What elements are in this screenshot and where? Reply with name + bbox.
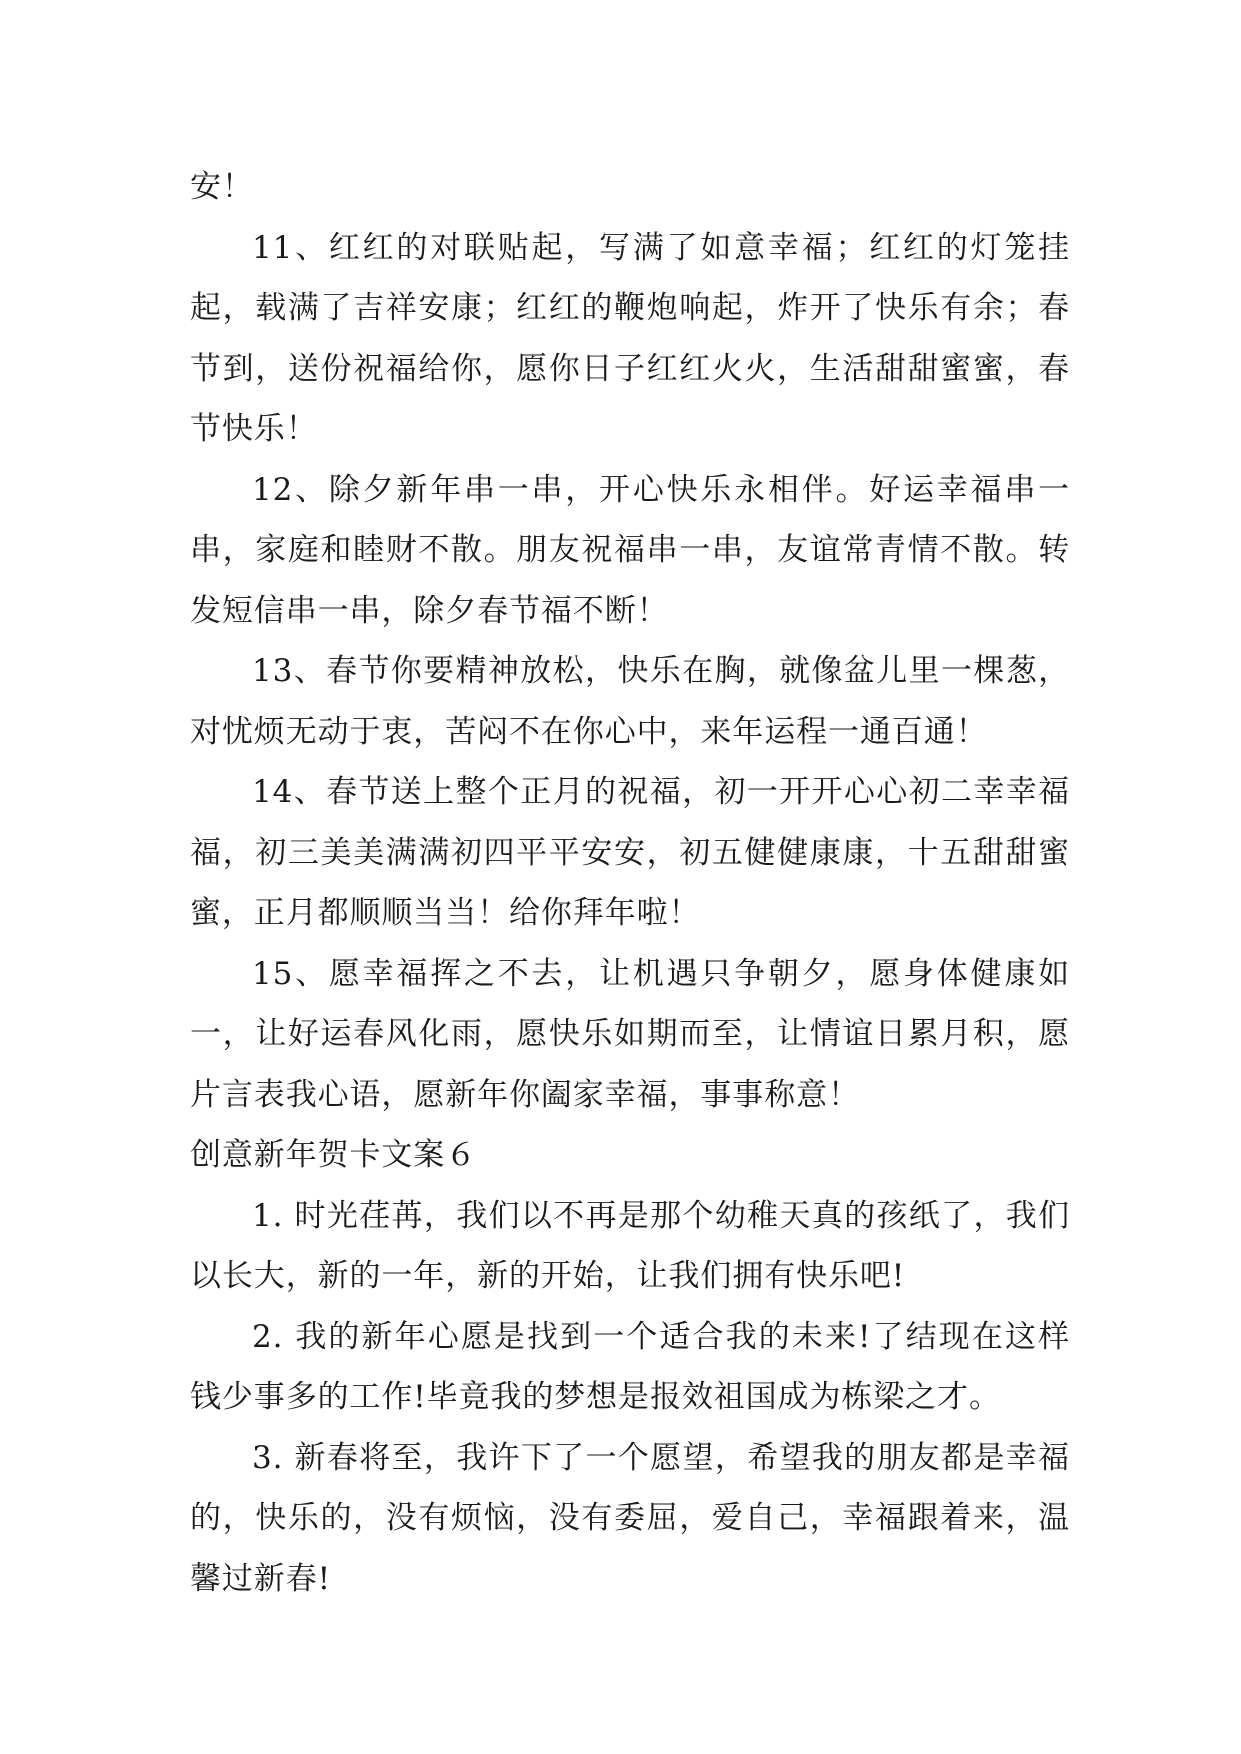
paragraph-continued: 安！: [190, 169, 254, 205]
paragraph-11: 11、红红的对联贴起，写满了如意幸福；红红的灯笼挂起，载满了吉祥安康；红红的鞭炮响起，炸开了快乐有余；春节到，送份祝福给你，愿你日子红红火火，生活甜甜蜜蜜，春节快乐！: [190, 229, 1070, 447]
section-heading: 创意新年贺卡文案６: [190, 1137, 478, 1173]
document-body: [190, 157, 1070, 1609]
paragraph-12: 12、除夕新年串一串，开心快乐永相伴。好运幸福串一串，家庭和睦财不散。朋友祝福串一串，友谊常青情不散。转发短信串一串，除夕春节福不断！: [190, 471, 1070, 629]
paragraph-13: 13、春节你要精神放松，快乐在胸，就像盆儿里一棵葱，对忧烦无动于衷，苦闷不在你心中，来年运程一通百通！: [190, 653, 1070, 750]
paragraph-section-1: 1. 时光荏苒，我们以不再是那个幼稚天真的孩纸了，我们以长大，新的一年，新的开始，让我们拥有快乐吧!: [190, 1197, 1070, 1294]
paragraph-section-3: 3. 新春将至，我许下了一个愿望，希望我的朋友都是幸福的，快乐的，没有烦恼，没有委屈，爱自己，幸福跟着来，温馨过新春!: [190, 1439, 1070, 1597]
paragraph-15: 15、愿幸福挥之不去，让机遇只争朝夕，愿身体健康如一，让好运春风化雨，愿快乐如期而至，让情谊日累月积，愿片言表我心语，愿新年你阖家幸福，事事称意！: [190, 955, 1070, 1113]
paragraph-section-2: 2. 我的新年心愿是找到一个适合我的未来!了结现在这样钱少事多的工作!毕竟我的梦想是报效祖国成为栋梁之才。: [190, 1318, 1070, 1415]
paragraph-14: 14、春节送上整个正月的祝福，初一开开心心初二幸幸福福，初三美美满满初四平平安安，初五健健康康，十五甜甜蜜蜜，正月都顺顺当当！给你拜年啦！: [190, 774, 1070, 931]
